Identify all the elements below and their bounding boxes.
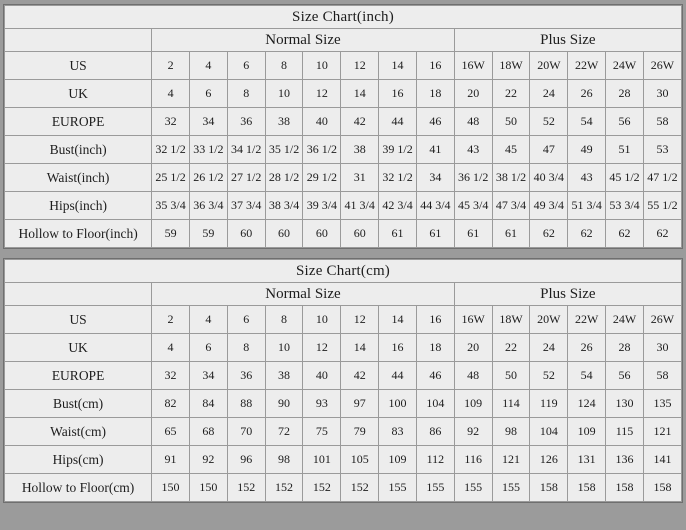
- table-cell: 32 1/2: [152, 136, 190, 164]
- table-cell: 62: [568, 220, 606, 248]
- table-cell: 55 1/2: [643, 192, 681, 220]
- table-cell: 38 3/4: [265, 192, 303, 220]
- table-row: [5, 52, 682, 80]
- table-cell: 20W: [530, 306, 568, 334]
- table-cell: 97: [341, 390, 379, 418]
- table-cell: 65: [152, 418, 190, 446]
- table-cell: 36 3/4: [189, 192, 227, 220]
- table-cell: 8: [265, 306, 303, 334]
- row-label: Hollow to Floor(cm): [5, 474, 152, 502]
- table-cell: 32 1/2: [379, 164, 417, 192]
- table-cell: 41: [416, 136, 454, 164]
- table-cell: 36 1/2: [454, 164, 492, 192]
- table-group-row: [5, 29, 682, 52]
- table-cell: 4: [189, 52, 227, 80]
- table-cell: 35 1/2: [265, 136, 303, 164]
- table-cell: 56: [606, 362, 644, 390]
- table-cell: 49 3/4: [530, 192, 568, 220]
- table-row: [5, 220, 682, 248]
- table-cell: 91: [152, 446, 190, 474]
- size-chart-inch-block: [3, 4, 683, 249]
- table-cell: 62: [530, 220, 568, 248]
- table-cell: 98: [265, 446, 303, 474]
- table-cell: 152: [265, 474, 303, 502]
- table-cell: 109: [379, 446, 417, 474]
- table-cell: 135: [643, 390, 681, 418]
- table-cell: 112: [416, 446, 454, 474]
- table-cell: 51: [606, 136, 644, 164]
- table-cell: 152: [341, 474, 379, 502]
- table-cell: 43: [454, 136, 492, 164]
- row-label: Waist(inch): [5, 164, 152, 192]
- table-cell: 18W: [492, 52, 530, 80]
- table-cell: 52: [530, 108, 568, 136]
- table-cell: 152: [303, 474, 341, 502]
- table-cell: 62: [643, 220, 681, 248]
- table-cell: 10: [303, 306, 341, 334]
- table-cell: 10: [265, 80, 303, 108]
- table-cell: 60: [265, 220, 303, 248]
- row-label: EUROPE: [5, 108, 152, 136]
- table-cell: 4: [189, 306, 227, 334]
- table-row: [5, 306, 682, 334]
- table-title-row: [5, 260, 682, 283]
- table-cell: 58: [643, 108, 681, 136]
- table-cell: 42: [341, 362, 379, 390]
- table-cell: 83: [379, 418, 417, 446]
- table-cell: 51 3/4: [568, 192, 606, 220]
- table-cell: 61: [454, 220, 492, 248]
- table-cell: 20W: [530, 52, 568, 80]
- size-chart-cm-block: [3, 258, 683, 503]
- table-cell: 47: [530, 136, 568, 164]
- table-cell: 158: [643, 474, 681, 502]
- table-cell: 155: [416, 474, 454, 502]
- row-label: Waist(cm): [5, 418, 152, 446]
- corner-cell: [5, 283, 152, 306]
- table-cell: 10: [303, 52, 341, 80]
- table-cell: 22W: [568, 52, 606, 80]
- group-header-plus: Plus Size: [454, 29, 681, 52]
- table-cell: 53 3/4: [606, 192, 644, 220]
- table-cell: 50: [492, 108, 530, 136]
- table-cell: 60: [341, 220, 379, 248]
- table-row: [5, 80, 682, 108]
- table-cell: 39 3/4: [303, 192, 341, 220]
- table-cell: 4: [152, 80, 190, 108]
- table-cell: 30: [643, 334, 681, 362]
- table-cell: 36: [227, 108, 265, 136]
- table-cell: 28: [606, 80, 644, 108]
- table-cell: 10: [265, 334, 303, 362]
- table-cell: 62: [606, 220, 644, 248]
- table-cell: 46: [416, 108, 454, 136]
- table-cell: 44: [379, 108, 417, 136]
- table-cell: 12: [303, 80, 341, 108]
- table-cell: 59: [189, 220, 227, 248]
- table-cell: 72: [265, 418, 303, 446]
- table-cell: 20: [454, 80, 492, 108]
- table-cell: 60: [303, 220, 341, 248]
- row-label: US: [5, 52, 152, 80]
- table-cell: 24W: [606, 52, 644, 80]
- table-row: [5, 474, 682, 502]
- table-cell: 124: [568, 390, 606, 418]
- table-cell: 158: [530, 474, 568, 502]
- table-cell: 24: [530, 80, 568, 108]
- table-cell: 115: [606, 418, 644, 446]
- table-cell: 155: [379, 474, 417, 502]
- table-cell: 16: [416, 52, 454, 80]
- table-cell: 116: [454, 446, 492, 474]
- table-cell: 16: [379, 334, 417, 362]
- table-cell: 56: [606, 108, 644, 136]
- table-cell: 8: [265, 52, 303, 80]
- page-title: Size Chart(cm): [5, 260, 682, 283]
- table-cell: 158: [568, 474, 606, 502]
- table-cell: 34: [189, 362, 227, 390]
- table-cell: 2: [152, 52, 190, 80]
- table-cell: 126: [530, 446, 568, 474]
- table-row: [5, 390, 682, 418]
- table-cell: 33 1/2: [189, 136, 227, 164]
- table-cell: 32: [152, 362, 190, 390]
- table-cell: 6: [189, 334, 227, 362]
- group-header-plus: Plus Size: [454, 283, 681, 306]
- table-cell: 49: [568, 136, 606, 164]
- table-row: [5, 136, 682, 164]
- table-cell: 46: [416, 362, 454, 390]
- table-cell: 121: [492, 446, 530, 474]
- table-cell: 152: [227, 474, 265, 502]
- row-label: US: [5, 306, 152, 334]
- table-cell: 82: [152, 390, 190, 418]
- table-cell: 109: [568, 418, 606, 446]
- table-cell: 41 3/4: [341, 192, 379, 220]
- table-row: [5, 334, 682, 362]
- table-cell: 38: [265, 362, 303, 390]
- table-cell: 100: [379, 390, 417, 418]
- table-cell: 52: [530, 362, 568, 390]
- table-cell: 38: [265, 108, 303, 136]
- table-cell: 53: [643, 136, 681, 164]
- table-cell: 150: [189, 474, 227, 502]
- table-cell: 22W: [568, 306, 606, 334]
- table-cell: 42: [341, 108, 379, 136]
- table-cell: 14: [341, 80, 379, 108]
- table-cell: 6: [227, 306, 265, 334]
- table-cell: 96: [227, 446, 265, 474]
- table-cell: 14: [379, 306, 417, 334]
- table-cell: 93: [303, 390, 341, 418]
- table-cell: 40: [303, 108, 341, 136]
- table-cell: 75: [303, 418, 341, 446]
- table-cell: 44 3/4: [416, 192, 454, 220]
- table-cell: 12: [341, 52, 379, 80]
- table-cell: 141: [643, 446, 681, 474]
- table-cell: 2: [152, 306, 190, 334]
- table-cell: 109: [454, 390, 492, 418]
- table-cell: 119: [530, 390, 568, 418]
- table-cell: 16W: [454, 52, 492, 80]
- table-row: [5, 418, 682, 446]
- table-cell: 92: [189, 446, 227, 474]
- table-cell: 31: [341, 164, 379, 192]
- table-cell: 22: [492, 334, 530, 362]
- table-cell: 39 1/2: [379, 136, 417, 164]
- table-cell: 54: [568, 108, 606, 136]
- row-label: Hollow to Floor(inch): [5, 220, 152, 248]
- table-cell: 12: [341, 306, 379, 334]
- table-group-row: [5, 283, 682, 306]
- table-cell: 101: [303, 446, 341, 474]
- table-cell: 40 3/4: [530, 164, 568, 192]
- table-cell: 58: [643, 362, 681, 390]
- row-label: Hips(inch): [5, 192, 152, 220]
- table-cell: 105: [341, 446, 379, 474]
- table-cell: 30: [643, 80, 681, 108]
- table-row: [5, 108, 682, 136]
- table-cell: 61: [416, 220, 454, 248]
- table-cell: 40: [303, 362, 341, 390]
- table-cell: 27 1/2: [227, 164, 265, 192]
- table-cell: 45 1/2: [606, 164, 644, 192]
- table-cell: 8: [227, 334, 265, 362]
- table-cell: 42 3/4: [379, 192, 417, 220]
- table-cell: 48: [454, 108, 492, 136]
- table-cell: 16: [379, 80, 417, 108]
- table-cell: 50: [492, 362, 530, 390]
- table-cell: 6: [189, 80, 227, 108]
- table-cell: 45: [492, 136, 530, 164]
- table-cell: 8: [227, 80, 265, 108]
- table-row: [5, 192, 682, 220]
- table-cell: 98: [492, 418, 530, 446]
- table-cell: 16W: [454, 306, 492, 334]
- table-cell: 60: [227, 220, 265, 248]
- size-chart-inch-table: [4, 5, 682, 248]
- table-row: [5, 164, 682, 192]
- row-label: UK: [5, 80, 152, 108]
- row-label: Bust(cm): [5, 390, 152, 418]
- table-cell: 34 1/2: [227, 136, 265, 164]
- table-cell: 26: [568, 334, 606, 362]
- table-cell: 34: [416, 164, 454, 192]
- table-cell: 26 1/2: [189, 164, 227, 192]
- table-cell: 54: [568, 362, 606, 390]
- table-cell: 121: [643, 418, 681, 446]
- table-cell: 59: [152, 220, 190, 248]
- table-cell: 158: [606, 474, 644, 502]
- table-cell: 104: [530, 418, 568, 446]
- table-title-row: [5, 6, 682, 29]
- table-cell: 32: [152, 108, 190, 136]
- table-cell: 61: [492, 220, 530, 248]
- table-cell: 36: [227, 362, 265, 390]
- table-cell: 18: [416, 334, 454, 362]
- row-label: UK: [5, 334, 152, 362]
- corner-cell: [5, 29, 152, 52]
- table-cell: 43: [568, 164, 606, 192]
- table-row: [5, 362, 682, 390]
- table-cell: 47 3/4: [492, 192, 530, 220]
- table-cell: 18W: [492, 306, 530, 334]
- table-cell: 88: [227, 390, 265, 418]
- table-cell: 44: [379, 362, 417, 390]
- table-cell: 38 1/2: [492, 164, 530, 192]
- table-cell: 34: [189, 108, 227, 136]
- table-cell: 16: [416, 306, 454, 334]
- page-title: Size Chart(inch): [5, 6, 682, 29]
- table-cell: 86: [416, 418, 454, 446]
- table-cell: 130: [606, 390, 644, 418]
- row-label: EUROPE: [5, 362, 152, 390]
- table-cell: 61: [379, 220, 417, 248]
- table-cell: 22: [492, 80, 530, 108]
- table-cell: 24W: [606, 306, 644, 334]
- table-cell: 26: [568, 80, 606, 108]
- table-cell: 12: [303, 334, 341, 362]
- table-cell: 45 3/4: [454, 192, 492, 220]
- table-cell: 68: [189, 418, 227, 446]
- table-cell: 37 3/4: [227, 192, 265, 220]
- table-cell: 92: [454, 418, 492, 446]
- table-cell: 114: [492, 390, 530, 418]
- table-cell: 18: [416, 80, 454, 108]
- table-cell: 35 3/4: [152, 192, 190, 220]
- table-cell: 47 1/2: [643, 164, 681, 192]
- table-cell: 90: [265, 390, 303, 418]
- size-chart-cm-table: [4, 259, 682, 502]
- row-label: Bust(inch): [5, 136, 152, 164]
- table-cell: 36 1/2: [303, 136, 341, 164]
- group-header-normal: Normal Size: [152, 29, 455, 52]
- table-cell: 84: [189, 390, 227, 418]
- table-cell: 29 1/2: [303, 164, 341, 192]
- table-cell: 38: [341, 136, 379, 164]
- row-label: Hips(cm): [5, 446, 152, 474]
- table-cell: 104: [416, 390, 454, 418]
- table-cell: 70: [227, 418, 265, 446]
- table-cell: 24: [530, 334, 568, 362]
- table-cell: 131: [568, 446, 606, 474]
- table-cell: 4: [152, 334, 190, 362]
- table-cell: 6: [227, 52, 265, 80]
- table-row: [5, 446, 682, 474]
- table-cell: 26W: [643, 306, 681, 334]
- table-cell: 155: [492, 474, 530, 502]
- table-cell: 28 1/2: [265, 164, 303, 192]
- table-cell: 155: [454, 474, 492, 502]
- table-cell: 20: [454, 334, 492, 362]
- table-cell: 26W: [643, 52, 681, 80]
- group-header-normal: Normal Size: [152, 283, 455, 306]
- table-cell: 79: [341, 418, 379, 446]
- table-cell: 48: [454, 362, 492, 390]
- table-cell: 136: [606, 446, 644, 474]
- table-cell: 150: [152, 474, 190, 502]
- table-cell: 14: [341, 334, 379, 362]
- table-cell: 25 1/2: [152, 164, 190, 192]
- table-cell: 28: [606, 334, 644, 362]
- table-cell: 14: [379, 52, 417, 80]
